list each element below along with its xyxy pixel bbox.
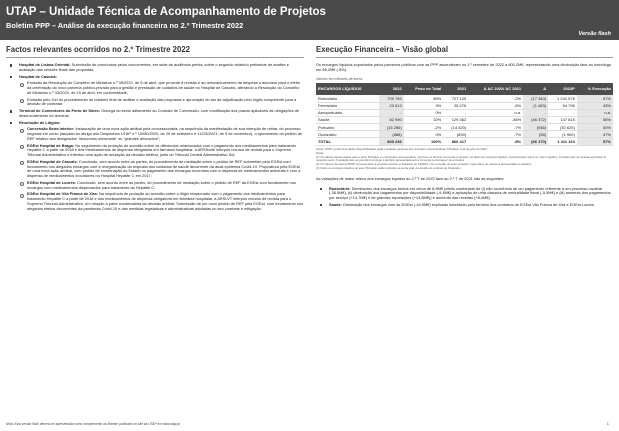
variation-label: Saúde: <box>329 201 342 207</box>
table-cell: (17 340) <box>523 95 548 102</box>
cascais-item: Emissão da Resolução do Conselho de Ministros n.º 39/2022, de 5 de abril, que procede à revisão e ao reescalonamento da despesa a autorizar para o efeito da celebração do novo parceria público-privada para a gestão e prestação de cuidados de saúde no Hospital de Cascais, alterando a Resolução do Conselho de Ministros n.º 33/2020, de 15 de abril, em conformidade; <box>19 81 304 95</box>
table-cell: Saúde <box>316 116 379 123</box>
table-cell: - <box>443 109 468 116</box>
table-row <box>316 124 613 131</box>
page-number: 1 <box>606 421 609 426</box>
litigio-item <box>19 160 304 179</box>
financial-table <box>316 83 613 146</box>
variation-text: Decréscimo dos encargos brutos em cerca de 8,9M€ (efeito combinado de (i) não ocorrência de um pagamento referente a um processo cautelar (-36,9M€), (ii) diminuição dos pagamentos por disponibilidade (-9,4M€) e aplicação de uma cláusula de neutralidade fiscal (-5,5M€) e (iii) aumento dos pagamentos por serviço (+14,7M€) e de grandes reparações (+14,8M€)) e aumento das receitas (+8,4M€). <box>329 185 611 201</box>
table-cell: - <box>379 109 404 116</box>
table-cell: (46 372) <box>523 116 548 123</box>
table-cell: Aeroportuário <box>316 109 379 116</box>
table-cell: -36% <box>468 116 523 123</box>
litigio-text: Instauração de uma nova ação arbitral pela concessionária, na sequência da manifestação de sua intenção de retirar, do processo negocial em curso (lançado ao abrigo dos Despachos UTAP n.º 10080/2020, de 29 de setembro e 11225/2021, de 5 de novembro), o apuramento do pedido de REF relativo aos designados "descontos universais" ou "grandes descontos"; <box>27 126 303 141</box>
variation-text: Diminuição dos encargos com as EGEst (-44,9M€) explicado sobretudo pelo termino dos contratos de EGEst Vila Franca de Xira e EGEst Loures. <box>341 201 595 207</box>
litigio-label: EGEst Hospital de Vila Franca de Xira: <box>27 191 98 197</box>
header-title: UTAP – Unidade Técnica de Acompanhamento de Projetos <box>6 6 326 18</box>
table-cell: (15 256) <box>379 124 404 131</box>
left-section-title: Factos relevantes ocorridos no 2.º Trimestre 2022 <box>6 45 304 58</box>
table-cell: -7% <box>468 124 523 131</box>
cascais-sublist <box>19 81 304 107</box>
table-cell: n.a. <box>468 109 523 116</box>
header-subtitle: Boletim PPP – Análise da execução financeira no 2.º Trimestre 2022 <box>6 21 244 30</box>
table-note: Fonte: UTAP, a partir dos dados disponibilizados pelas entidades gestoras dos contratos e da Autoridade Tributária, a 20 de julho de 2022. <box>316 146 488 151</box>
table-cell: 57% <box>577 138 613 145</box>
table-cell: 709 789 <box>379 95 404 102</box>
table-cell: (66 170) <box>523 138 548 145</box>
fact-item <box>6 75 304 108</box>
right-column <box>316 45 613 210</box>
table-header-cell: 2022P <box>548 83 577 95</box>
page-header <box>0 0 619 40</box>
variation-label: Rodoviário: <box>329 185 351 191</box>
fact-item <box>6 109 304 119</box>
fact-item-label: Hospital de Cascais: <box>19 73 58 79</box>
table-row <box>316 95 613 102</box>
facts-list <box>6 63 304 211</box>
table-cell: 54 796 <box>548 102 577 109</box>
fact-item-label: Resolução de Litígios: <box>19 119 61 125</box>
table-cell: 0% <box>404 109 444 116</box>
litigio-label: Concessão Beira Interior: <box>27 126 75 132</box>
fact-item-label: Hospital de Lisboa Oriental: <box>19 62 71 67</box>
table-cell: (936) <box>523 124 548 131</box>
litigio-item <box>19 144 304 158</box>
fact-item-text: Submissão de pronúncias pelos concorrentes, em sede de audiência prévia, sobre o segundo relatório preliminar de análise e avaliação das versões finais das propostas. <box>19 62 289 72</box>
variation-item <box>316 203 613 208</box>
table-cell: 147 815 <box>548 116 577 123</box>
table-cell: TOTAL <box>316 138 379 145</box>
table-total-row <box>316 138 613 145</box>
table-cell: 3% <box>404 102 444 109</box>
table-header-cell: Peso no Total <box>404 83 444 95</box>
table-cell: -6% <box>468 102 523 109</box>
table-cell: 25 076 <box>443 102 468 109</box>
table-note: (3) Todos os encargos líquidos do setor Portuário estão incluídos na soma total, à exceção do contrato do Oceanário. <box>316 166 462 171</box>
litigio-item <box>19 192 304 211</box>
right-section-title: Execução Financeira – Visão global <box>316 45 613 58</box>
table-cell: n.a. <box>577 109 613 116</box>
left-column <box>6 45 304 213</box>
header-flash-label: Versão flash <box>578 31 611 37</box>
table-cell: -7% <box>468 131 523 138</box>
table-cell: -2% <box>468 95 523 102</box>
litigios-sublist <box>19 127 304 211</box>
table-note: Notas: <box>316 150 325 155</box>
fact-item <box>6 63 304 73</box>
fact-item-text: Outorga do sexto aditamento ao Contrato de Concessão, com modificação dos prazos aplicáveis às obrigações de desenvolvimento do terminal. <box>19 108 299 118</box>
table-cell: - <box>523 109 548 116</box>
table-cell: (14 320) <box>443 124 468 131</box>
table-cell: 0% <box>404 131 444 138</box>
table-cell: 1 411 163 <box>548 138 577 145</box>
litigio-text: Conclusão, sem acordo entre as partes, do procedimento de mediação sobre o pedido de REF da EGEst com fundamento nos encargos com medicamentos dispensados para tratamento da Hepatite C; <box>27 179 296 190</box>
table-cell: 10% <box>404 116 444 123</box>
table-cell: (830) <box>443 131 468 138</box>
table-cell: (30 625) <box>548 124 577 131</box>
variations-intro: As variações de maior relevo dos encargos líquidos do 2.º T de 2022 face ao 2.º T de 2021 são as seguintes: <box>316 175 505 181</box>
table-cell: -2% <box>404 124 444 131</box>
table-note: (2) Os valores da coluna 2022P correspondem à previsão inscrita no Relatório do OE2022, com exceção do setor portuário, cuja ordem de valores é apresentada no relatório. <box>316 162 533 167</box>
table-cell: 56% <box>577 116 613 123</box>
table-body <box>316 95 613 145</box>
table-cell: -8% <box>468 138 523 145</box>
table-cell: (1 463) <box>523 102 548 109</box>
table-header-cell: ENCARGOS LÍQUIDOS <box>316 83 379 95</box>
cascais-item: Emissão pelo Júri do procedimento do relatório final de análise e avaliação das propostas e aprovação do ato de adjudicação pelo órgão competente para a decisão de contratar. <box>19 98 304 108</box>
table-header-cell: % Execução <box>577 83 613 95</box>
execution-intro: Os encargos líquidos suportados pelos parceiros públicos com as PPP ascenderam no 1.º semestre de 2022 a 800,2M€, representando uma diminuição face ao homólogo em 66,2M€ (-8%). <box>316 62 612 72</box>
table-header-cell: 2021 <box>443 83 468 95</box>
table-cell: 43% <box>577 102 613 109</box>
table-cell: Oceanário <box>316 131 379 138</box>
table-caption: Valores em milhares de euros <box>316 76 363 81</box>
table-cell: (888) <box>379 131 404 138</box>
table-header-row <box>316 83 613 95</box>
table-cell: 23 613 <box>379 102 404 109</box>
table-note: (1) Os valores apresentados para o setor Portuário e o Oceanário correspondem, tal como no domínio do presente Quadro, às fases de encargos líquidos, representando antes um valor negativo; considerando as receitas apuradas no respetivo setor. A variação face ao período homólogo é também apresentada sob a forma de percentagem de encargos. <box>316 154 607 163</box>
litigio-item <box>19 181 304 191</box>
table-row <box>316 102 613 109</box>
table-cell: - <box>548 109 577 116</box>
litigio-label: EGEst Hospital de Loures: <box>27 179 77 185</box>
table-cell: 50% <box>577 124 613 131</box>
table-cell: Portuário <box>316 124 379 131</box>
table-notes <box>316 148 613 171</box>
table-header-cell: 2022 <box>379 83 404 95</box>
litigio-text: No seguimento da prolação do acórdão sobre os diferendos relacionados com o pagamento dos medicamentos para tratamento Hepatite C a partir de 2018 e dos medicamentos de dispensa obrigatória em farmácia hospitalar, a ARSNorte interpôs recurso de revista para o Supremo Tribunal Administrativo e intentou uma ação de anulação da decisão arbitral, junto do Tribunal Central Administrativo Sul; <box>27 142 297 157</box>
table-row <box>316 131 613 138</box>
table-cell: 57% <box>577 95 613 102</box>
table-cell: (1 900) <box>548 131 577 138</box>
variation-item <box>316 187 613 201</box>
table-cell: 47% <box>577 131 613 138</box>
litigio-item <box>19 127 304 141</box>
table-cell: Ferroviário <box>316 102 379 109</box>
fact-item <box>6 121 304 212</box>
table-cell: 1 241 078 <box>548 95 577 102</box>
variations-list <box>316 187 613 208</box>
table-cell: 800 246 <box>379 138 404 145</box>
table-cell: Rodoviário <box>316 95 379 102</box>
litigio-label: EGEst Hospital de Braga: <box>27 142 75 148</box>
table-cell: 100% <box>404 138 444 145</box>
litigio-text: Conclusão, sem acordo entre as partes, do procedimento de mediação sobre o pedido de REF submetido pela EGEst com fundamento nos alegados encargos com a reorganização da resposta dos cuidados de saúde decorrente da atual epidemia Covid-19. Propositura pela EGEst de uma nova ação arbitral, com pedido de condenação do Estado no pagamento dos encargos incorridos com a dispensa de medicamentos antivirais e com a dispensa de medicamentos inovadores no Hospital Hepatite C em 2017; <box>27 158 301 178</box>
table-row <box>316 116 613 123</box>
table-cell: 129 362 <box>443 116 468 123</box>
table-cell: 89% <box>404 95 444 102</box>
fact-item-label: Terminal de Contentores do Porto de Sines: <box>19 108 100 113</box>
table-cell: 866 417 <box>443 138 468 145</box>
table-cell: 82 990 <box>379 116 404 123</box>
table-header-cell: Δ AC 2022/ AC 2021 <box>468 83 523 95</box>
table-header-cell: Δ <box>523 83 548 95</box>
litigio-label: EGEst Hospital de Cascais: <box>27 158 78 164</box>
table-cell: (58) <box>523 131 548 138</box>
table-cell: 727 129 <box>443 95 468 102</box>
footer-note: Nota: Esta versão flash deverá ser apresentada como complemento ao Boletim publicado no site da UTAP em www.utap.pt <box>6 422 180 426</box>
table-row <box>316 109 613 116</box>
litigio-text: Na sequência de prolação do acórdão sobre o litígio relacionado com o pagamento dos medicamentos para tratamento Hepatite C a partir de 2018 e dos medicamentos de dispensa obrigatória em farmácia hospitalar, a ARSLVT interpôs recurso de revista para o Supremo Tribunal Administrativo, em relação à parte condenatória da decisão arbitral; Submissão de um novo pedido de REF pela EGEst, com fundamento nos alegados efeitos decorrentes da pandemia Covid-19 e das medidas legislativas e administrativas adotadas no seu combate e mitigação. <box>27 191 304 211</box>
